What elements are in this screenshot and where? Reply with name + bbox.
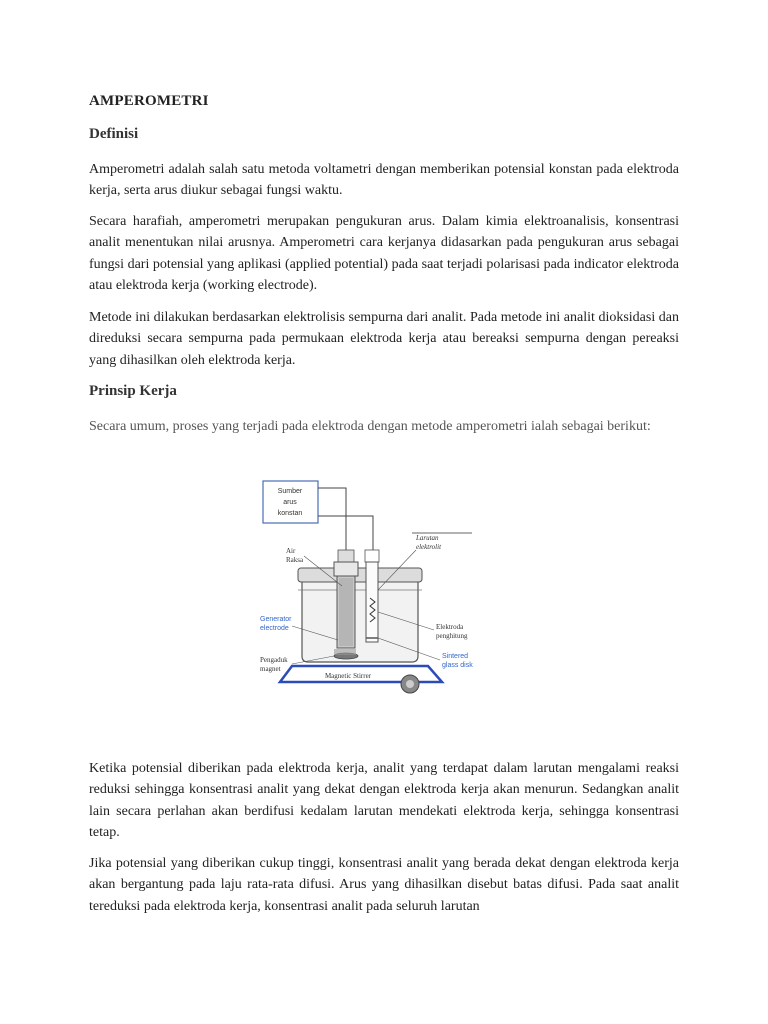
wire-left xyxy=(318,488,346,550)
paragraph-method: Metode ini dilakukan berdasarkan elektrolisis sempurna dari analit. Pada metode ini analit dioksidasi dan direduksi secara sempurna pada permukaan elektroda kerja atau bereaksi sempurna dengan pereaksi yang dihasilkan oleh elektroda kerja. xyxy=(89,310,679,368)
label-source-3: konstan xyxy=(277,510,303,517)
section-heading-definisi: Definisi xyxy=(89,126,139,142)
label-generator-2: electrode xyxy=(260,625,289,632)
label-pengaduk-1: Pengaduk xyxy=(260,656,288,664)
counter-electrode-tube xyxy=(366,562,378,642)
amperometry-apparatus-diagram xyxy=(260,478,486,700)
label-sintered-2: glass disk xyxy=(442,662,473,669)
paragraph-definition: Amperometri adalah salah satu metoda voltametri dengan memberikan potensial konstan pada elektroda kerja, serta arus diukur sebagai fungsi waktu. xyxy=(89,162,679,199)
paragraph-intro-process: Secara umum, proses yang terjadi pada elektroda dengan metode amperometri ialah sebagai berikut: xyxy=(89,419,651,434)
page-title: AMPEROMETRI xyxy=(89,93,209,109)
label-elektroda-1: Elektroda xyxy=(436,623,464,631)
label-source-1: Sumber xyxy=(277,488,303,495)
paragraph-literal-meaning: Secara harafiah, amperometri merupakan pengukuran arus. Dalam kimia elektroanalisis, konsentrasi analit menentukan nilai arusnya. Amperometri cara kerjanya didasarkan pada pengukuran arus sebagai fungsi dari potensial yang aplikasi (applied potential) pada saat terjadi polarisasi pada indicator elektroda atau elektroda kerja (working electrode). xyxy=(89,214,679,293)
beaker xyxy=(302,573,418,662)
beaker-lid xyxy=(298,568,422,582)
paragraph-diffusion: Jika potensial yang diberikan cukup tinggi, konsentrasi analit yang berada dekat dengan elektroda kerja akan bergantung pada laju rata-rata difusi. Arus yang dihasilkan disebut batas difusi. Pada saat analit tereduksi pada elektroda kerja, konsentrasi analit pada seluruh larutan xyxy=(89,856,679,914)
paragraph-reduction: Ketika potensial diberikan pada elektroda kerja, analit yang terdapat dalam larutan mengalami reaksi reduksi sehingga konsentrasi analit yang dekat dengan elektroda kerja akan menurun. Sedangkan analit lain secara perlahan akan berdifusi kedalam larutan mendekati elektroda kerja, sehingga konsentrasi tetap. xyxy=(89,761,679,840)
label-larutan-1: Larutan xyxy=(416,534,439,542)
label-pengaduk-2: magnet xyxy=(260,665,281,673)
label-air-raksa-1: Air xyxy=(286,547,296,555)
label-sintered-1: Sintered xyxy=(442,653,469,660)
label-larutan-2: elektrolit xyxy=(416,543,442,551)
label-air-raksa-2: Raksa xyxy=(286,556,304,564)
section-heading-prinsip: Prinsip Kerja xyxy=(89,383,177,399)
label-generator-1: Generator xyxy=(260,616,292,623)
label-elektroda-2: penghitung xyxy=(436,632,468,640)
label-source-2: arus xyxy=(283,499,297,506)
label-stirrer: Magnetic Stirrer xyxy=(324,672,372,680)
